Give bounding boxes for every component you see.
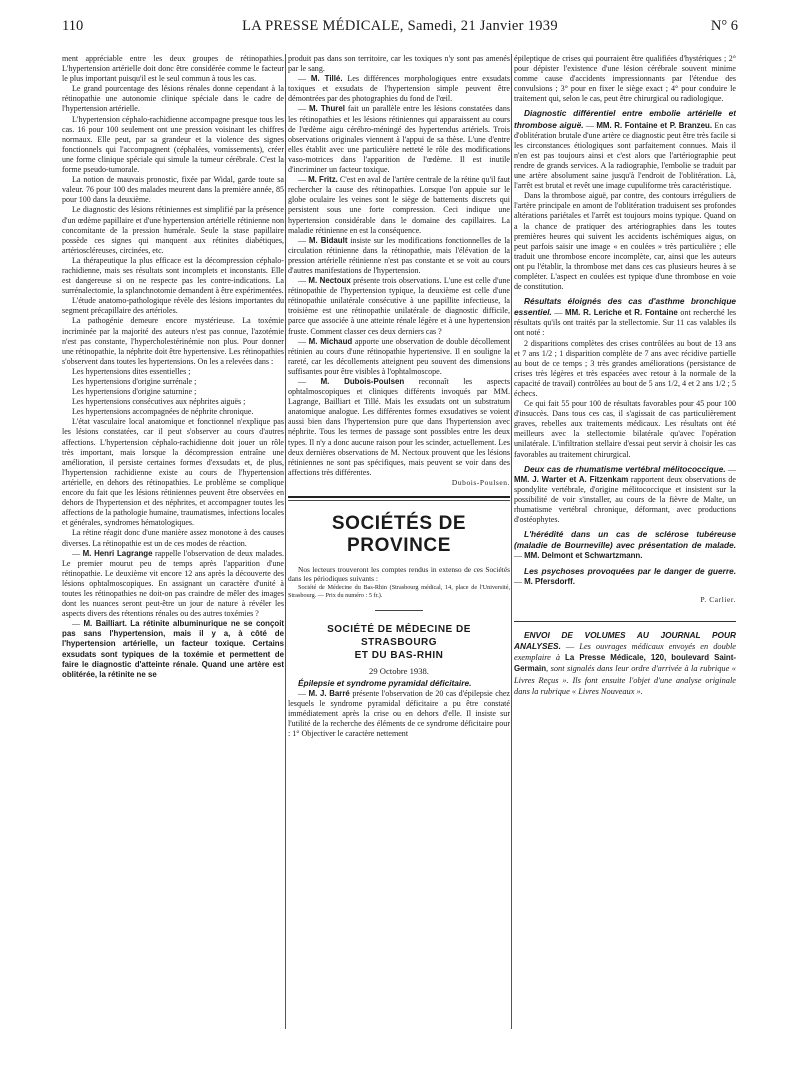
- communication-title: Les psychoses provoquées par le danger de guerre.: [524, 565, 736, 576]
- column-3: [514, 54, 736, 1064]
- communication-title-text: Épilepsie et syndrome pyramidal déficitaire.: [298, 677, 472, 688]
- section-title: SOCIÉTÉS DE PROVINCE: [331, 513, 467, 557]
- speaker-text: La rétinite albuminurique ne se conçoit pas sans l'hypertension, mais il y a, à côté de l'hypertension artérielle, un facteur toxique. Certains exsudats sont typiques de la toxémie et permettent de faire le diagnostic d'atteinte rénale. Quand une artère est oblitérée, la rétinite ne se: [62, 619, 284, 679]
- speaker-text: C'est en aval de l'artère centrale de la rétine qu'il faut rechercher la cause des rétinopathies. Lorsque l'on appuie sur le globe oculaire les veines sont le siège de battements discrets qui persistent sous une forte compression. Ceci indique une hypertension considérable dans le domaine des capillaires. La maladie rétinienne en est la conséquence.: [288, 175, 510, 235]
- speaker-name: M. Nectoux: [308, 276, 351, 286]
- notice-box: [514, 621, 736, 697]
- paragraph: Le grand pourcentage des lésions rénales donne cependant à la rétinopathie une autonomie clinique spéciale dans le cadre de l'hypertension artérielle.: [62, 84, 284, 114]
- paragraph: — M. Tillé. Les différences morphologiques entre exsudats toxiques et exsudats de l'hypertension simple peuvent être démontrées par des photographies du fond de l'œil.: [288, 74, 510, 104]
- speaker-name: MM. Delmont et Schwartzmann.: [524, 551, 643, 561]
- speaker-name: M. Henri Lagrange: [82, 548, 153, 558]
- communication-title: L'hérédité dans un cas de sclérose tubéreuse (maladie de Bourneville) avec présentation de malade.: [514, 529, 736, 551]
- speaker-name: M. Fritz.: [308, 175, 338, 185]
- paragraph: Le diagnostic des lésions rétiniennes est simplifié par la présence d'un œdème papillaire et d'une hypertension artérielle rétinienne non concomitante de la pression humérale. Seule la stase papillaire possède ces signes qui manquent aux rétinites diabétiques, artérioscléreuses, circinées, etc.: [62, 205, 284, 255]
- speaker-name: MM. J. Warter et A. Fitzenkam: [514, 474, 629, 484]
- paragraph: — M. Nectoux présente trois observations. L'une est celle d'une rétinopathie de l'hypertension typique, la deuxième est celle d'une rétinopathie unilatérale consécutive à une papillite infectieuse, la troisième est une rétinopathie unilatérale de diagnostic difficile, parce que associée à une atteinte rénale légère et à une hypertension fruste. Comment classer ces deux derniers cas ?: [288, 276, 510, 336]
- speaker-text: insiste sur les modifications fonctionnelles de la circulation rétinienne dans la rétinopathie, mais l'élévation de la pression artérielle rétinienne n'est pas constante et se voit au cours d'autres manifestations de l'hypertension.: [288, 235, 510, 275]
- speaker-name: M. Bidault: [308, 235, 348, 245]
- paragraph: Ce qui fait 55 pour 100 de résultats favorables pour 45 pour 100 d'insuccès. Dans tous ces cas, il s'agissait de cas particulièrement graves, rebelles aux traitements médicaux. Les résultats ont été meilleurs avec la stellectomie bilatérale qu'avec l'opération unilatérale. L'infiltration stellaire d'essai peut servir à choisir les cas favorables au traitement chirurgical.: [514, 399, 736, 459]
- author-signature: Dubois-Poulsen.: [451, 477, 510, 487]
- paragraph: La rétine réagit donc d'une manière assez monotone à des causes diverses. La rétinopathie est un de ces modes de réaction.: [62, 528, 284, 548]
- speaker-text: rappelle l'observation de deux malades. Le premier mourut peu de temps après l'apparition d'une rétinopathie. Le deuxième vit encore 12 ans après la découverte des lésions ophtalmoscopiques. En assignant un caractère d'unité à toutes les rétinopathies ne doit-on pas craindre de mêler des images dont les nuances seront peut-être un jour de nature à révéler les aspects divers des rétentions rénales ou des autres toxémies ?: [62, 548, 284, 619]
- paragraph: — M. J. Barré présente l'observation de 20 cas d'épilepsie chez lesquels le syndrome pyramidal déficitaire a pu être constaté immédiatement après la crise ou en dehors d'elle. Il insiste sur l'utilité de la recherche des éléments de ce syndrome déficitaire pour : 1° Objectiver le caractère nettement: [288, 689, 510, 739]
- society-title: SOCIÉTÉ DE MÉDECINE DE STRASBOURG: [327, 623, 471, 648]
- paragraph: — M. Dubois-Poulsen reconnaît les aspects ophtalmoscopiques et cliniques différents invoqués par MM. Lagrange, Bailliart et Tillé. Mais les exsudats ont un substratum anatomique analogue. Les différentes formes exsudatives se voient aussi bien dans l'hypertension pure que dans l'hypertension avec néphrite. Tous les termes de passage sont possibles entre les deux types. Il n'y a donc aucune raison pour les scinder, actuellement. Les deux dernières observations de M. Nectoux prouvent que les lésions rétiniennes ne sont pas spécifiques, mais peuvent se voir dans des affections très différentes.: [288, 377, 510, 477]
- journal-title: LA PRESSE MÉDICALE, Samedi, 21 Janvier 1939: [242, 18, 558, 34]
- speaker-text: présente l'observation de 20 cas d'épilepsie chez lesquels le syndrome pyramidal déficitaire a pu être constaté immédiatement après la crise ou en dehors d'elle. Il insiste sur l'utilité de la recherche des éléments de ce syndrome déficitaire pour : 1° Objectiver le caractère nettement: [288, 689, 510, 739]
- notice-text: ENVOI DE VOLUMES AU JOURNAL POUR ANALYSES. — Les ouvrages médicaux envoyés en double exemplaire à La Presse Médicale, 120, boulevard Saint-Germain, sont signalés dans leur ordre d'arrivée à la rubrique « Livres Reçus ». Ils font ensuite l'objet d'une analyse originale dans la rubrique « Livres Nouveaux ».: [514, 629, 736, 696]
- paragraph: Deux cas de rhumatisme vertébral mélitococcique. — MM. J. Warter et A. Fitzenkam rapportent deux observations de spondylite vertébrale, d'origine mélitococcique et insistent sur la possibilité de voir s'installer, au cours de la fièvre de Malte, un rhumatisme vertébral chronique, déformant, avec productions d'ostéophytes.: [514, 463, 736, 525]
- paragraph: — M. Thurel fait un parallèle entre les lésions constatées dans les rétinopathies et les lésions rétiniennes qui apparaissent au cours de l'œdème aigu cérébro-méningé des hypertendus artériels. Trois observations originales viennent à l'appui de sa thèse. L'une d'entre elles établit avec une particulière netteté le rôle des modifications vaso-motrices dans l'apparition de l'œdème. Il est inutile d'incriminer un facteur toxique.: [288, 104, 510, 175]
- periodical-reference: Société de Médecine du Bas-Rhin (Strasbourg médical, 14, place de l'Université, Strasbourg. — Prix du numéro : 5 fr.).: [288, 583, 510, 599]
- speaker-name: M. Dubois-Poulsen: [320, 377, 405, 386]
- speaker-text: présente trois observations. L'une est celle d'une rétinopathie de l'hypertension typique, la deuxième est celle d'une rétinopathie unilatérale consécutive à une papillite infectieuse, la troisième est une rétinopathie unilatérale de diagnostic difficile, parce que associée à une atteinte rénale légère et à une hypertension fruste. Comment classer ces deux derniers cas ?: [288, 276, 510, 336]
- paragraph: — M. Bidault insiste sur les modifications fonctionnelles de la circulation rétinienne dans la rétinopathie, mais l'élévation de la pression artérielle rétinienne n'est pas constante et se voit au cours d'autres manifestations de l'hypertension.: [288, 235, 510, 275]
- paragraph: ment appréciable entre les deux groupes de rétinopathies. L'hypertension artérielle doit donc être considérée comme le facteur le plus important puisqu'il est le seul commun à tous les cas.: [62, 54, 284, 84]
- paragraph: La notion de mauvais pronostic, fixée par Widal, garde toute sa valeur. 76 pour 100 des malades meurent dans la première année, 85 pour 100 dans la deuxième.: [62, 175, 284, 205]
- column-1: [62, 54, 284, 1064]
- speaker-text: fait un parallèle entre les lésions constatées dans les rétinopathies et les lésions rétiniennes qui apparaissent au cours de l'œdème aigu cérébro-méningé des hypertendus artériels. Trois observations originales viennent à l'appui de sa thèse. L'une d'entre elles établit avec une particulière netteté le rôle des modifications vaso-motrices dans l'apparition de l'œdème. Il est inutile d'incriminer un facteur toxique.: [288, 104, 510, 175]
- divider: [375, 610, 423, 611]
- speaker-text: En cas d'oblitération brutale d'une artère ce diagnostic peut être très facile si les circonstances étiologiques sont parfaitement connues. Mais il n'en est pas toujours ainsi et c'est alors que l'artériographie peut rendre de grands services. A la radiographie, l'embolie se traduit par une artère absolument saine jusqu'à l'endroit de l'oblitération. Là, l'arrêt est brutal et revêt une image cupuliforme très caractéristique.: [514, 120, 736, 191]
- list-item: Les hypertensions d'origine surrénale ;: [72, 377, 197, 386]
- paragraph: La thérapeutique la plus efficace est la décompression céphalo-rachidienne, mais ses résultats sont incomplets et inconstants. Elle est dangereuse si on ne respecte pas les contre-indications. La surrénalectomie, la splanchnotomie demandent à être expérimentées.: [62, 255, 284, 296]
- paragraph: — M. Fritz. C'est en aval de l'artère centrale de la rétine qu'il faut rechercher la cause des rétinopathies. Lorsque l'on appuie sur le globe oculaire les veines sont le siège de battements discrets qui persistent sous une forte compression. Ceci indique une hypertension considérable dans le domaine des capillaires. La maladie rétinienne en est la conséquence.: [288, 175, 510, 235]
- column-rule-right: [511, 54, 512, 1029]
- session-date: 29 Octobre 1938.: [369, 665, 429, 676]
- paragraph: produit pas dans son territoire, car les toxiques n'y sont pas amenés par le sang.: [288, 54, 510, 74]
- paragraph: Les psychoses provoquées par le danger de guerre. — M. Pfersdorff.: [514, 565, 736, 586]
- communication-title: Deux cas de rhumatisme vertébral mélitococcique.: [524, 463, 726, 474]
- paragraph: L'étude anatomo-pathologique révèle des lésions importantes du segment précapillaire des artérioles.: [62, 296, 284, 316]
- notice-part: , sont signalés dans leur ordre d'arrivée à la rubrique « Livres Reçus ». Ils font ensuite l'objet d'une analyse originale dans la rubrique « Livres Nouveaux ».: [514, 664, 736, 696]
- list-item: Les hypertensions d'origine saturnine ;: [72, 387, 197, 397]
- speaker-text: ont recherché les résultats qu'ils ont traités par la stellectomie. Sur 11 cas valables ils ont noté :: [514, 308, 736, 338]
- paragraph: La pathogénie demeure encore mystérieuse. La toxémie incriminée par la majorité des auteurs n'est pas connue, l'azotémie n'est pas constante, l'hypercholestérinémie non plus. Pour donner une rétinopathie, la néphrite doit être hypertensive. Les rétinopathies s'observent dans toutes les hypertensions. On les a relevées dans :: [62, 316, 284, 366]
- paragraph: L'état vasculaire local anatomique et fonctionnel n'explique pas les lésions constatées, car il peut s'observer au cours d'autres affections. L'hypertension céphalo-rachidienne doit jouer un rôle très important, mais lorsque la décompression entraîne une amélioration, il persiste certaines formes d'exsudats et, de plus, l'hypertension rachidienne existe au cours de l'hypertension artérielle, en dehors des rétinopathies. Le problème se complique encore du fait que les lésions rétiniennes peuvent être observées en dehors de l'hypertension et des néphrites, et accompagner toutes les affections de la pathologie humaine, traumatismes, infections locales et générales, syndromes hématologiques.: [62, 417, 284, 528]
- paragraph: — M. Henri Lagrange rappelle l'observation de deux malades. Le premier mourut peu de temps après l'apparition d'une rétinopathie. Le deuxième vit encore 12 ans après la découverte des lésions ophtalmoscopiques. En assignant un caractère d'unité à toutes les rétinopathies ne doit-on pas craindre de mêler des images dont les nuances seront peut-être un jour de nature à révéler les aspects divers des rétentions rénales ou des autres toxémies ?: [62, 548, 284, 619]
- paragraph: L'hypertension céphalo-rachidienne accompagne presque tous les cas. 16 pour 100 seulement ont une pression voisinant les chiffres normaux. Elle peut, par sa grandeur et la violence des signes fonctionnels qui l'accompagnent (céphalées, vomissements), créer une forme clinique spéciale qui simule la tumeur cérébrale. C'est la forme pseudo-tumorale.: [62, 114, 284, 175]
- paragraph: — M. Bailliart. La rétinite albuminurique ne se conçoit pas sans l'hypertension, mais il y a, à côté de l'hypertension artérielle, un facteur toxique. Certains exsudats sont typiques de la toxémie et permettent de faire le diagnostic d'atteinte rénale. Quand une artère est oblitérée, la rétinite ne se: [62, 619, 284, 679]
- communication-title: Diagnostic différentiel entre embolie artérielle et thrombose aiguë.: [514, 108, 736, 130]
- author-signature: P. Carlier.: [700, 594, 736, 604]
- society-title: ET DU BAS-RHIN: [354, 649, 444, 661]
- speaker-name: MM. R. Leriche et R. Fontaine: [565, 308, 678, 318]
- column-rule-left: [285, 54, 286, 1029]
- section-intro: Nos lecteurs trouveront les comptes rendus in extenso de ces Sociétés dans les périodiques suivants :: [288, 565, 510, 584]
- paragraph: Diagnostic différentiel entre embolie artérielle et thrombose aiguë. — MM. R. Fontaine et P. Branzeu. En cas d'oblitération brutale d'une artère ce diagnostic peut être très facile si les circonstances étiologiques sont parfaitement connues. Mais il n'en est pas toujours ainsi et c'est alors que l'artériographie peut rendre de grands services. A la radiographie, l'embolie se traduit par une artère absolument saine jusqu'à l'endroit de l'oblitération. Là, l'arrêt est brutal et revêt une image cupuliforme très caractéristique.: [514, 108, 736, 191]
- page-number: 110: [62, 18, 84, 34]
- notice-part: Les ouvrages médicaux envoyés en double exemplaire à: [514, 641, 736, 663]
- paragraph: — M. Michaud apporte une observation de double décollement rétinien au cours d'une rétinopathie hypertensive. Il en souligne la rareté, car les décollements atteignent peu souvent des dimensions suffisantes pour être visibles à l'ophtalmoscope.: [288, 336, 510, 376]
- journal-address: La Presse Médicale, 120, boulevard Saint-Germain: [514, 653, 736, 674]
- page-header: [62, 18, 738, 40]
- paragraph: épileptique de crises qui pourraient être qualifiées d'hystériques ; 2° pour dépister l'existence d'une lésion cérébrale souvent minime comme cause d'accidents impressionnants par l'étendue des convulsions ; 3° pour en fixer le siège exact ; 4° pour conduire le traitement qui, selon le cas, peut être chirurgical ou radiologique.: [514, 54, 736, 104]
- list-item: Les hypertensions dites essentielles ;: [72, 366, 191, 376]
- speaker-name: M. Thurel: [308, 104, 345, 114]
- speaker-name: MM. R. Fontaine et P. Branzeu.: [596, 120, 713, 130]
- list-item: Les hypertensions accompagnées de néphrite chronique.: [72, 407, 254, 417]
- speaker-text: rapportent deux observations de spondylite vertébrale, d'origine mélitococcique et insistent sur la possibilité de voir s'installer, au cours de la fièvre de Malte, un rhumatisme vertébral chronique, déformant, avec productions d'ostéophytes.: [514, 474, 736, 525]
- list-item: Les hypertensions consécutives aux néphrites aiguës ;: [72, 397, 246, 407]
- speaker-name: M. Tillé.: [310, 74, 343, 84]
- speaker-text: Les différences morphologiques entre exsudats toxiques et exsudats de l'hypertension simple peuvent être démontrées par des photographies du fond de l'œil.: [288, 74, 510, 104]
- notice-title: ENVOI DE VOLUMES AU JOURNAL POUR ANALYSES.: [514, 629, 736, 651]
- communication-title: Résultats éloignés des cas d'asthme bronchique essentiel.: [514, 296, 736, 318]
- speaker-name: M. Pfersdorff.: [524, 576, 575, 586]
- paragraph: Résultats éloignés des cas d'asthme bronchique essentiel. — MM. R. Leriche et R. Fontaine ont recherché les résultats qu'ils ont traités par la stellectomie. Sur 11 cas valables ils ont noté :: [514, 296, 736, 338]
- speaker-text: reconnaît les aspects ophtalmoscopiques et cliniques différents invoqués par MM. Lagrange, Bailliart et Tillé. Mais les exsudats ont un substratum anatomique analogue. Les différentes formes exsudatives se voient aussi bien dans l'hypertension pure que dans l'hypertension avec néphrite. Tous les termes de passage sont possibles entre les deux types. Il n'y a donc aucune raison pour les scinder, actuellement. Les deux dernières observations de M. Nectoux prouvent que les lésions rétiniennes ne sont pas spécifiques, mais peuvent se voir dans des affections très différentes.: [288, 377, 510, 477]
- paragraph: 2 disparitions complètes des crises contrôlées au bout de 13 ans et 7 ans 1/2 ; 1 disparition complète de 7 ans avec récidive partielle au bout de ce temps ; 3 très grandes améliorations (persistance de crises très légères et très espacées avec retour à la normale de la capacité de travail) contrôlées au bout de 5 ans 1/2, 4 et 2 ans 1/2 ; 5 échecs.: [514, 338, 736, 398]
- paragraph: Dans la thrombose aiguë, par contre, des contours irréguliers de l'artère principale en amont de l'oblitération traduisent ses profondes altérations pariétales et l'arrêt est toujours moins typique. Quand on a la chance de pratiquer des artériographies dans les toutes premières heures qui suivent les accidents ischémiques aigus, on peut parfois saisir une image « en coulées » très particulière ; elle traduit une thrombose encore incomplète, car, ainsi que les auteurs ont pu l'établir, la thrombose met dans ces cas plusieurs heures à se compléter. L'aspect en coulées est typique d'une thrombose en voie de constitution.: [514, 191, 736, 292]
- speaker-text: apporte une observation de double décollement rétinien au cours d'une rétinopathie hypertensive. Il en souligne la rareté, car les décollements atteignent peu souvent des dimensions suffisantes pour être visibles à l'ophtalmoscope.: [288, 336, 510, 376]
- section-rule: [288, 500, 510, 501]
- paragraph: L'hérédité dans un cas de sclérose tubéreuse (maladie de Bourneville) avec présentation de malade. — MM. Delmont et Schwartzmann.: [514, 529, 736, 561]
- speaker-name: M. J. Barré: [308, 689, 350, 699]
- section-rule: [288, 496, 510, 498]
- communication-title: [288, 678, 510, 689]
- issue-number: N° 6: [710, 18, 738, 34]
- column-2: [288, 54, 510, 1064]
- speaker-name: M. Bailliart.: [83, 619, 127, 629]
- speaker-name: M. Michaud: [308, 336, 353, 346]
